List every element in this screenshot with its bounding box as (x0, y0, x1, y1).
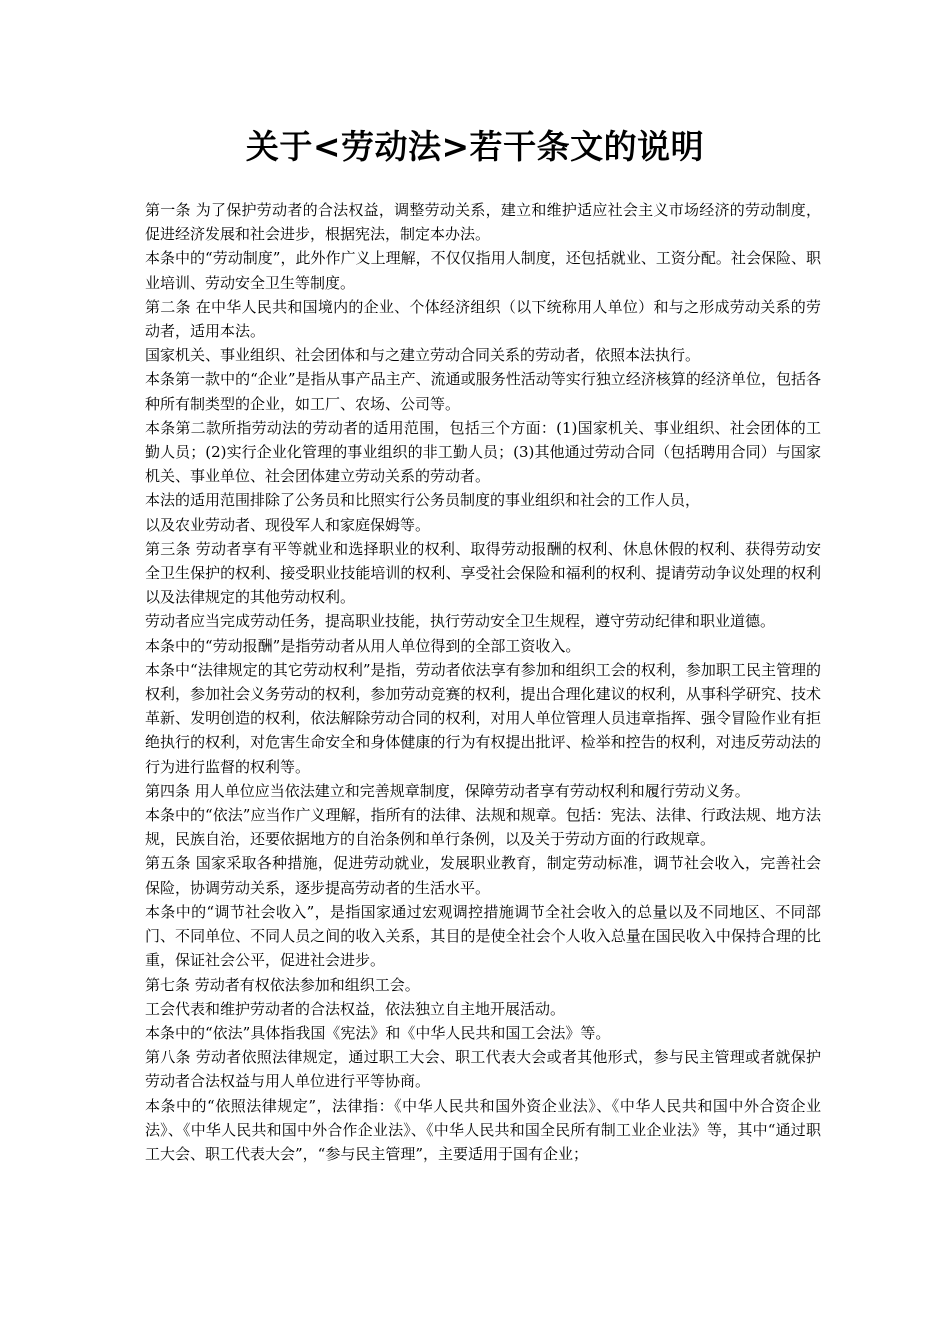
paragraph: 本条中的“劳动报酬”是指劳动者从用人单位得到的全部工资收入。 (145, 636, 581, 655)
paragraph: 第八条 劳动者依照法律规定，通过职工大会、职工代表大会或者其他形式，参与民主管理或者就保护劳动者合法权益与用人单位进行平等协商。 (145, 1048, 821, 1091)
paragraph: 工会代表和维护劳动者的合法权益，依法独立自主地开展活动。 (145, 999, 566, 1018)
paragraph: 第三条 劳动者享有平等就业和选择职业的权利、取得劳动报酬的权利、休息休假的权利、获得劳动安全卫生保护的权利、接受职业技能培训的权利、享受社会保险和福利的权利、提请劳动争议处理的权利以及法律规定的其他劳动权利。 (145, 539, 821, 607)
document-title: 关于<劳动法>若干条文的说明 (245, 127, 705, 166)
paragraph: 国家机关、事业组织、社会团体和与之建立劳动合同关系的劳动者，依照本法执行。 (145, 346, 701, 365)
paragraph: 本条中的“调节社会收入”，是指国家通过宏观调控措施调节全社会收入的总量以及不同地区、不同部门、不同单位、不同人员之间的收入关系，其目的是使全社会个人收入总量在国民收入中保持合理的比重，保证社会公平，促进社会进步。 (145, 902, 821, 970)
paragraph: 第七条 劳动者有权依法参加和组织工会。 (145, 975, 420, 994)
paragraph: 第二条 在中华人民共和国境内的企业、个体经济组织（以下统称用人单位）和与之形成劳动关系的劳动者，适用本法。 (145, 297, 821, 341)
paragraph: 第四条 用人单位应当依法建立和完善规章制度，保障劳动者享有劳动权利和履行劳动义务。 (145, 781, 750, 800)
paragraph: 本条中的“依照法律规定”，法律指：《中华人民共和国外资企业法》、《中华人民共和国中外合资企业法》、《中华人民共和国中外合作企业法》、《中华人民共和国全民所有制工业企业法》等，其中“通过职工大会、职工代表大会”，“参与民主管理”，主要适用于国有企业； (145, 1096, 821, 1163)
paragraph: 以及农业劳动者、现役军人和家庭保姆等。 (145, 515, 431, 534)
paragraph: 本条第一款中的“企业”是指从事产品主产、流通或服务性活动等实行独立经济核算的经济单位，包括各种所有制类型的企业，如工厂、农场、公司等。 (145, 370, 821, 413)
paragraph: 劳动者应当完成劳动任务，提高职业技能，执行劳动安全卫生规程，遵守劳动纪律和职业道德。 (145, 612, 776, 631)
paragraph: 本条第二款所指劳动法的劳动者的适用范围，包括三个方面：(1)国家机关、事业组织、社会团体的工勤人员；(2)实行企业化管理的事业组织的非工勤人员；(3)其他通过劳动合同（包括聘用合同）与国家机关、事业单位、社会团体建立劳动关系的劳动者。 (145, 418, 821, 486)
paragraph: 本条中“法律规定的其它劳动权利”是指，劳动者依法享有参加和组织工会的权利，参加职工民主管理的权利，参加社会义务劳动的权利，参加劳动竞赛的权利，提出合理化建议的权利，从事科学研究、技术革新、发明创造的权利，依法解除劳动合同的权利，对用人单位管理人员违章指挥、强令冒险作业有拒绝执行的权利，对危害生命安全和身体健康的行为有权提出批评、检举和控告的权利，对违反劳动法的行为进行监督的权利等。 (145, 660, 821, 776)
document-body (145, 198, 821, 1166)
paragraph: 第一条 为了保护劳动者的合法权益，调整劳动关系，建立和维护适应社会主义市场经济的劳动制度，促进经济发展和社会进步，根据宪法，制定本办法。 (145, 201, 821, 244)
paragraph: 本法的适用范围排除了公务员和比照实行公务员制度的事业组织和社会的工作人员， (145, 491, 701, 510)
paragraph: 本条中的“劳动制度”，此外作广义上理解，不仅仅指用人制度，还包括就业、工资分配。社会保险、职业培训、劳动安全卫生等制度。 (145, 249, 821, 292)
paragraph: 本条中的“依法”具体指我国《宪法》和《中华人民共和国工会法》等。 (145, 1023, 611, 1042)
paragraph: 第五条 国家采取各种措施，促进劳动就业，发展职业教育，制定劳动标准，调节社会收入，完善社会保险，协调劳动关系，逐步提高劳动者的生活水平。 (145, 854, 821, 897)
paragraph: 本条中的“依法”应当作广义理解，指所有的法律、法规和规章。包括：宪法、法律、行政法规、地方法规，民族自治，还要依据地方的自治条例和单行条例，以及关于劳动方面的行政规章。 (145, 806, 821, 849)
